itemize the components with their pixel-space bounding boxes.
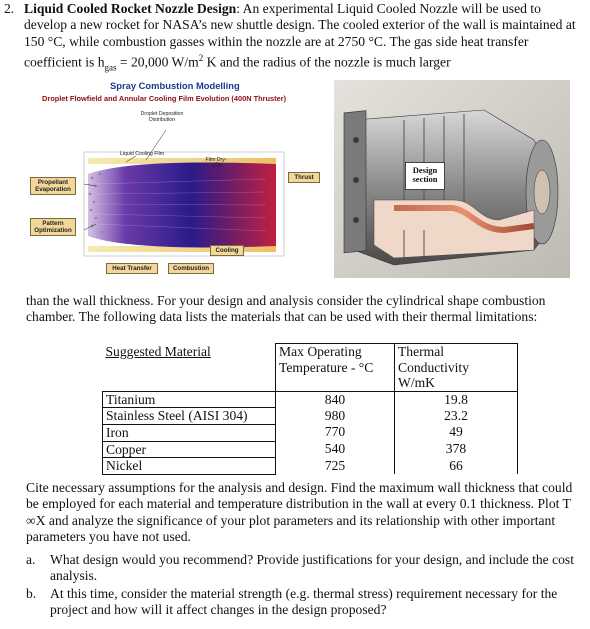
cell-material: Titanium <box>103 391 276 408</box>
question-title: Liquid Cooled Rocket Nozzle Design <box>24 1 237 16</box>
cell-material: Stainless Steel (AISI 304) <box>103 408 276 425</box>
droplet-deposition-label: Droplet Deposition Distribution <box>140 111 184 123</box>
cell-material: Nickel <box>103 458 276 475</box>
cooling-box: Cooling <box>210 245 244 256</box>
heat-transfer-box: Heat Transfer <box>106 263 158 274</box>
table-header-row <box>103 344 518 392</box>
nozzle-cutaway-image <box>334 80 570 278</box>
cell-temp: 725 <box>276 458 395 475</box>
nozzle-drawing <box>334 80 570 278</box>
liquid-cooling-film-label: Liquid Cooling Film <box>119 151 165 157</box>
materials-table <box>102 343 518 475</box>
pattern-optimization-box: Pattern Optimization <box>30 218 76 236</box>
cell-k: 66 <box>395 458 518 475</box>
paragraph-chamber: than the wall thickness. For your design and analysis consider the cylindrical shape combustion chamber. The following data lists the materials that can be used with their thermal limitations: <box>26 293 546 325</box>
h-superscript: 2 <box>198 53 204 64</box>
header-conductivity: Thermal Conductivity W/mK <box>395 344 518 392</box>
subquestion-letter: a. <box>26 552 36 567</box>
subquestion-b <box>26 586 582 619</box>
subquestion-letter: b. <box>26 586 37 601</box>
table-row <box>103 458 518 475</box>
cell-material: Iron <box>103 424 276 441</box>
table-row <box>103 391 518 408</box>
intro-tail: K and the radius of the nozzle is much larger <box>203 54 451 70</box>
table-row <box>103 441 518 458</box>
cell-temp: 980 <box>276 408 395 425</box>
h-subscript: gas <box>104 62 117 73</box>
subquestion-text: At this time, consider the material strength (e.g. thermal stress) requirement necessary for the project and how will it affect changes in the design proposed? <box>50 586 558 618</box>
cell-k: 23.2 <box>395 408 518 425</box>
figure-subtitle: Droplet Flowfield and Annular Cooling Film Evolution (400N Thruster) <box>42 94 287 103</box>
thrust-box: Thrust <box>288 172 320 183</box>
design-section-label: Design section <box>405 162 445 190</box>
cell-k: 378 <box>395 441 518 458</box>
paragraph-assumptions: Cite necessary assumptions for the analysis and design. Find the maximum wall thickness that could be employed for each material and temperature distribution in the wall at every 0.1 thickness. Plot T ∞X and analyze the significance of your plot parameters and its relationship with other important parameters you have not used. <box>26 480 573 545</box>
table-row <box>103 424 518 441</box>
table-row <box>103 408 518 425</box>
subquestion-text: What design would you recommend? Provide justifications for your design, and include the cost analysis. <box>50 552 574 584</box>
cell-k: 49 <box>395 424 518 441</box>
question-number: 2. <box>4 1 15 16</box>
cell-temp: 840 <box>276 391 395 408</box>
figure-title: Spray Combustion Modelling <box>110 80 240 91</box>
question-intro-text: : An experimental Liquid Cooled Nozzle will be used to develop a new rocket for NASA’s new shuttle design. The cooled exterior of the wall is maintained at 150 °C, while combustion gasses within the nozzle are at 2750 °C. The gas side heat transfer coefficient is h <box>24 1 576 70</box>
cell-temp: 770 <box>276 424 395 441</box>
header-temperature: Max Operating Temperature - °C <box>276 344 395 392</box>
question-intro <box>4 1 586 76</box>
h-value: = 20,000 W/m <box>116 54 199 70</box>
combustion-box: Combustion <box>168 263 214 274</box>
cell-material: Copper <box>103 441 276 458</box>
propellant-evaporation-box: Propellant Evaporation <box>30 177 76 195</box>
subquestion-a <box>26 552 582 585</box>
cell-temp: 540 <box>276 441 395 458</box>
cell-k: 19.8 <box>395 391 518 408</box>
header-material: Suggested Material <box>103 344 276 392</box>
spray-combustion-figure <box>26 74 328 280</box>
film-dry-out-label: Film Dry-Out <box>205 157 227 169</box>
